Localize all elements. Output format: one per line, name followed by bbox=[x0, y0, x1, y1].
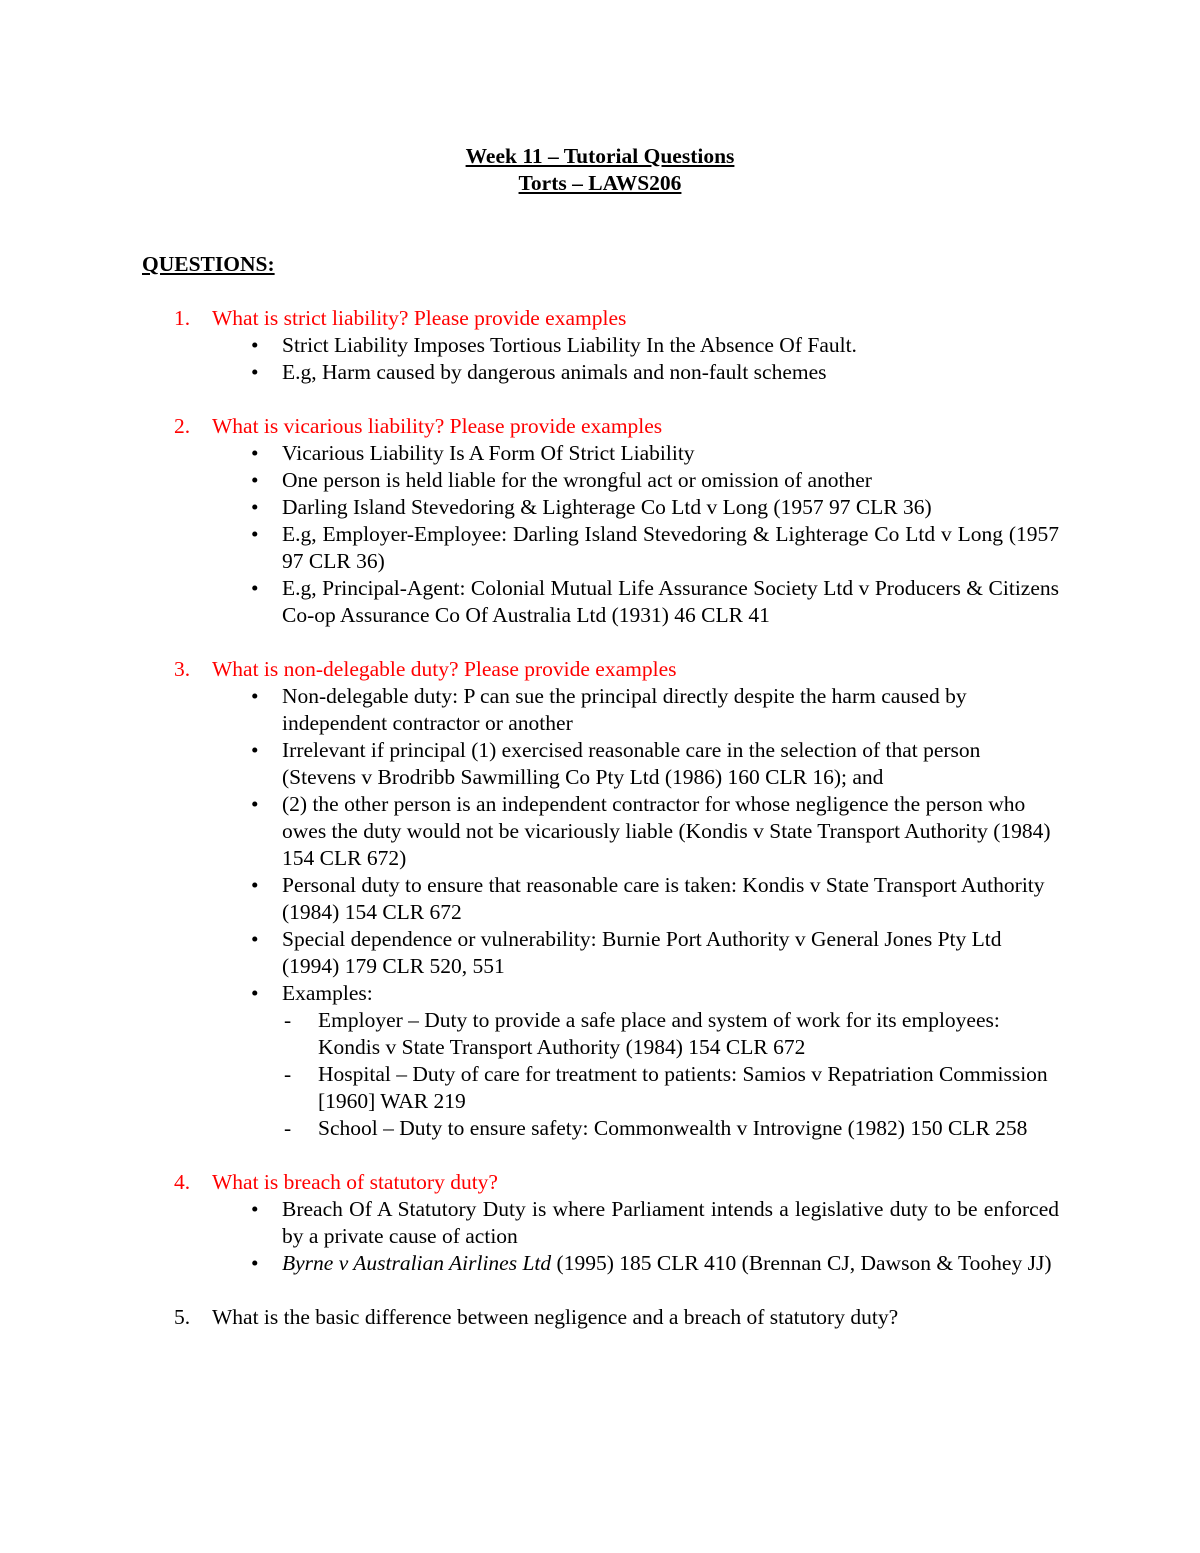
list-item bbox=[0, 1196, 1059, 1250]
document-subtitle: Torts – LAWS206 bbox=[518, 171, 682, 195]
list-item bbox=[0, 521, 1059, 575]
dash-icon: - bbox=[284, 1008, 292, 1032]
bullet-icon: • bbox=[251, 927, 259, 951]
example-text: Hospital – Duty of care for treatment to patients: Samios v Repatriation Commission [1960] WAR 219 bbox=[318, 1062, 1048, 1113]
bullet-text: E.g, Harm caused by dangerous animals and non-fault schemes bbox=[282, 360, 827, 384]
list-item bbox=[0, 467, 1059, 494]
example-text: Employer – Duty to provide a safe place and system of work for its employees: Kondis v State Transport Authority (1984) 154 CLR 672 bbox=[318, 1008, 1000, 1059]
list-item bbox=[0, 872, 1059, 926]
questions-heading: QUESTIONS: bbox=[142, 252, 275, 276]
bullet-icon: • bbox=[251, 360, 259, 384]
bullet-icon: • bbox=[251, 792, 259, 816]
example-item bbox=[0, 1061, 1059, 1115]
question-number: 1. bbox=[174, 306, 191, 330]
list-item bbox=[0, 791, 1059, 872]
bullet-icon: • bbox=[251, 468, 259, 492]
example-item bbox=[0, 1115, 1059, 1142]
bullet-text: E.g, Principal-Agent: Colonial Mutual Life Assurance Society Ltd v Producers & Citizens Co-op Assurance Co Of Australia Ltd (1931) 46 CLR 41 bbox=[282, 576, 1059, 627]
questions-list bbox=[0, 305, 1200, 1331]
bullet-text: E.g, Employer-Employee: Darling Island Stevedoring & Lighterage Co Ltd v Long (1957 97 CLR 36) bbox=[282, 522, 1059, 573]
list-item bbox=[0, 1250, 1059, 1277]
example-item bbox=[0, 1007, 1059, 1061]
bullet-icon: • bbox=[251, 738, 259, 762]
bullet-text: Personal duty to ensure that reasonable care is taken: Kondis v State Transport Authority (1984) 154 CLR 672 bbox=[282, 873, 1045, 924]
question-text: What is the basic difference between negligence and a breach of statutory duty? bbox=[212, 1305, 899, 1329]
question-4 bbox=[0, 1169, 1200, 1196]
bullet-text: (2) the other person is an independent contractor for whose negligence the person who owes the duty would not be vicariously liable (Kondis v State Transport Authority (1984) 154 CLR 672) bbox=[282, 792, 1051, 870]
bullet-text: Non-delegable duty: P can sue the principal directly despite the harm caused by independent contractor or another bbox=[282, 684, 967, 735]
question-number: 4. bbox=[174, 1170, 191, 1194]
bullet-text: One person is held liable for the wrongful act or omission of another bbox=[282, 468, 872, 492]
bullet-text: Vicarious Liability Is A Form Of Strict Liability bbox=[282, 441, 695, 465]
bullet-text: Special dependence or vulnerability: Burnie Port Authority v General Jones Pty Ltd (1994) 179 CLR 520, 551 bbox=[282, 927, 1002, 978]
question-1 bbox=[0, 305, 1200, 332]
list-item bbox=[0, 440, 1059, 467]
bullet-icon: • bbox=[251, 495, 259, 519]
bullet-icon: • bbox=[251, 684, 259, 708]
list-item bbox=[0, 494, 1059, 521]
example-text: School – Duty to ensure safety: Commonwealth v Introvigne (1982) 150 CLR 258 bbox=[318, 1116, 1028, 1140]
bullet-icon: • bbox=[251, 873, 259, 897]
bullet-icon: • bbox=[251, 1251, 259, 1275]
question-text: What is breach of statutory duty? bbox=[212, 1170, 498, 1194]
bullet-icon: • bbox=[251, 981, 259, 1005]
question-text: What is strict liability? Please provide examples bbox=[212, 306, 627, 330]
question-2 bbox=[0, 413, 1200, 440]
list-item bbox=[0, 575, 1059, 629]
case-citation: (1995) 185 CLR 410 (Brennan CJ, Dawson & Toohey JJ) bbox=[551, 1251, 1052, 1275]
bullet-icon: • bbox=[251, 1197, 259, 1221]
bullet-text: Strict Liability Imposes Tortious Liability In the Absence Of Fault. bbox=[282, 333, 857, 357]
list-item bbox=[0, 980, 1059, 1007]
bullet-icon: • bbox=[251, 333, 259, 357]
question-number: 3. bbox=[174, 657, 191, 681]
list-item bbox=[0, 926, 1059, 980]
bullet-icon: • bbox=[251, 522, 259, 546]
list-item bbox=[0, 359, 1059, 386]
question-text: What is non-delegable duty? Please provide examples bbox=[212, 657, 677, 681]
question-5 bbox=[0, 1304, 1200, 1331]
list-item bbox=[0, 683, 1059, 737]
case-name: Byrne v Australian Airlines Ltd bbox=[282, 1251, 552, 1275]
list-item bbox=[0, 737, 1059, 791]
bullet-text: Darling Island Stevedoring & Lighterage Co Ltd v Long (1957 97 CLR 36) bbox=[282, 495, 932, 519]
bullet-text: Irrelevant if principal (1) exercised reasonable care in the selection of that person (Stevens v Brodribb Sawmilling Co Pty Ltd (1986) 160 CLR 16); and bbox=[282, 738, 981, 789]
list-item bbox=[0, 332, 1059, 359]
dash-icon: - bbox=[284, 1062, 292, 1086]
bullet-text: Breach Of A Statutory Duty is where Parliament intends a legislative duty to be enforced by a private cause of action bbox=[282, 1197, 1059, 1248]
bullet-icon: • bbox=[251, 576, 259, 600]
bullet-text: Examples: bbox=[282, 981, 373, 1005]
document-title: Week 11 – Tutorial Questions bbox=[465, 144, 735, 168]
dash-icon: - bbox=[284, 1116, 292, 1140]
question-text: What is vicarious liability? Please provide examples bbox=[212, 414, 663, 438]
question-number: 2. bbox=[174, 414, 191, 438]
question-number: 5. bbox=[174, 1305, 191, 1329]
question-3 bbox=[0, 656, 1200, 683]
bullet-icon: • bbox=[251, 441, 259, 465]
